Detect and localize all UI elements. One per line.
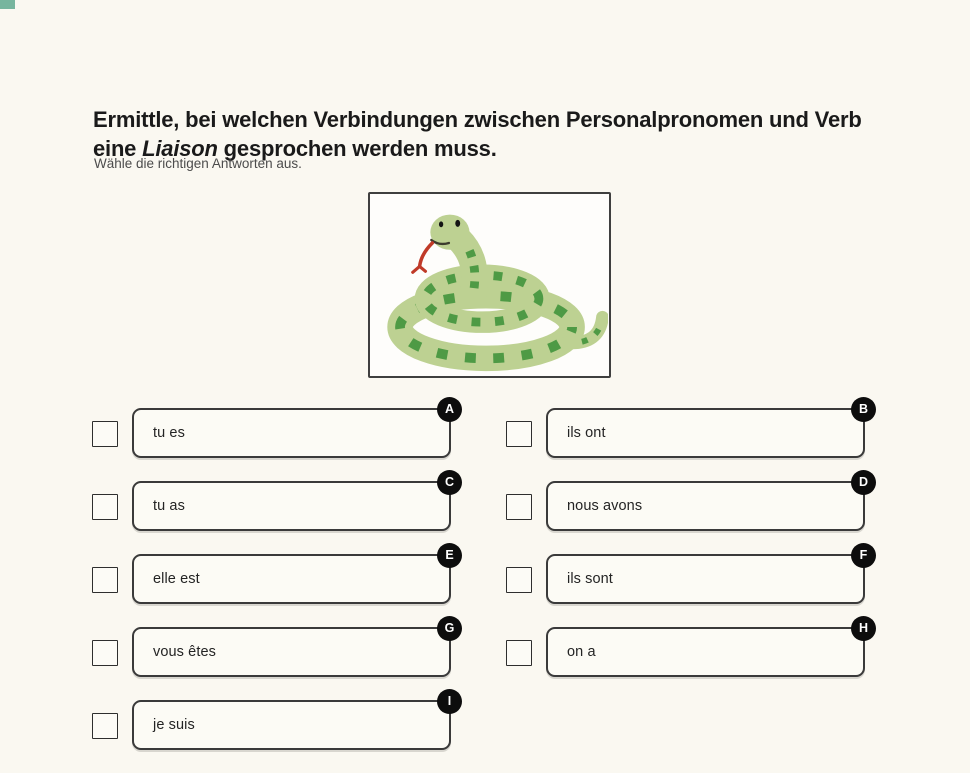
answer-option-row bbox=[506, 475, 869, 531]
option-letter-badge: C bbox=[437, 470, 462, 495]
option-letter-badge: G bbox=[437, 616, 462, 641]
answer-option-row bbox=[92, 621, 455, 677]
answer-option[interactable] bbox=[546, 548, 868, 604]
answer-option[interactable] bbox=[132, 475, 455, 531]
answer-option-label: je suis bbox=[153, 717, 195, 733]
answer-option-row bbox=[506, 402, 869, 458]
option-letter-badge: F bbox=[851, 543, 876, 568]
options-column-right bbox=[506, 402, 869, 677]
answer-option-label: elle est bbox=[153, 571, 200, 587]
option-letter-badge: H bbox=[851, 616, 876, 641]
answer-checkbox[interactable] bbox=[92, 713, 118, 739]
answer-checkbox[interactable] bbox=[506, 567, 532, 593]
option-letter-badge: E bbox=[437, 543, 462, 568]
answer-option[interactable] bbox=[132, 402, 455, 458]
answer-option[interactable] bbox=[132, 548, 454, 604]
answer-option[interactable] bbox=[132, 621, 455, 677]
answer-option-label: tu es bbox=[153, 425, 185, 441]
option-letter-badge: A bbox=[437, 397, 462, 422]
task-title-italic-term: Liaison bbox=[142, 135, 218, 161]
answer-option-row bbox=[506, 621, 869, 677]
answer-checkbox[interactable] bbox=[92, 640, 118, 666]
answer-checkbox[interactable] bbox=[92, 494, 118, 520]
option-letter-badge: D bbox=[851, 470, 876, 495]
answer-option-label: ils sont bbox=[567, 571, 613, 587]
option-letter-badge: I bbox=[437, 689, 462, 714]
answer-option[interactable] bbox=[132, 694, 452, 750]
answer-option-label: ils ont bbox=[567, 425, 606, 441]
answer-option-row bbox=[92, 694, 452, 750]
answer-option-label: on a bbox=[567, 644, 596, 660]
answer-checkbox[interactable] bbox=[506, 494, 532, 520]
task-instruction: Wähle die richtigen Antworten aus. bbox=[94, 156, 302, 171]
answer-option[interactable] bbox=[546, 402, 869, 458]
task-title-text-end: gesprochen werden muss. bbox=[217, 135, 497, 161]
answer-option-label: nous avons bbox=[567, 498, 643, 514]
option-letter-badge: B bbox=[851, 397, 876, 422]
answer-option[interactable] bbox=[546, 475, 869, 531]
snake-illustration bbox=[372, 196, 608, 374]
answer-option-row bbox=[92, 475, 455, 531]
task-title bbox=[93, 105, 893, 163]
answer-option[interactable] bbox=[546, 621, 869, 677]
task-title-text: Ermittle, bei welchen Verbindungen zwischen Personalpronomen und Verb eine bbox=[93, 106, 862, 161]
options-column-left bbox=[92, 402, 455, 750]
answer-checkbox[interactable] bbox=[92, 567, 118, 593]
answer-option-label: vous êtes bbox=[153, 644, 216, 660]
answer-checkbox[interactable] bbox=[506, 421, 532, 447]
corner-accent-square bbox=[0, 0, 15, 9]
answer-option-row bbox=[92, 402, 455, 458]
answer-checkbox[interactable] bbox=[506, 640, 532, 666]
answer-option-row bbox=[506, 548, 868, 604]
answer-option-row bbox=[92, 548, 454, 604]
answer-option-label: tu as bbox=[153, 498, 185, 514]
answer-checkbox[interactable] bbox=[92, 421, 118, 447]
exercise-image-frame bbox=[368, 192, 611, 378]
